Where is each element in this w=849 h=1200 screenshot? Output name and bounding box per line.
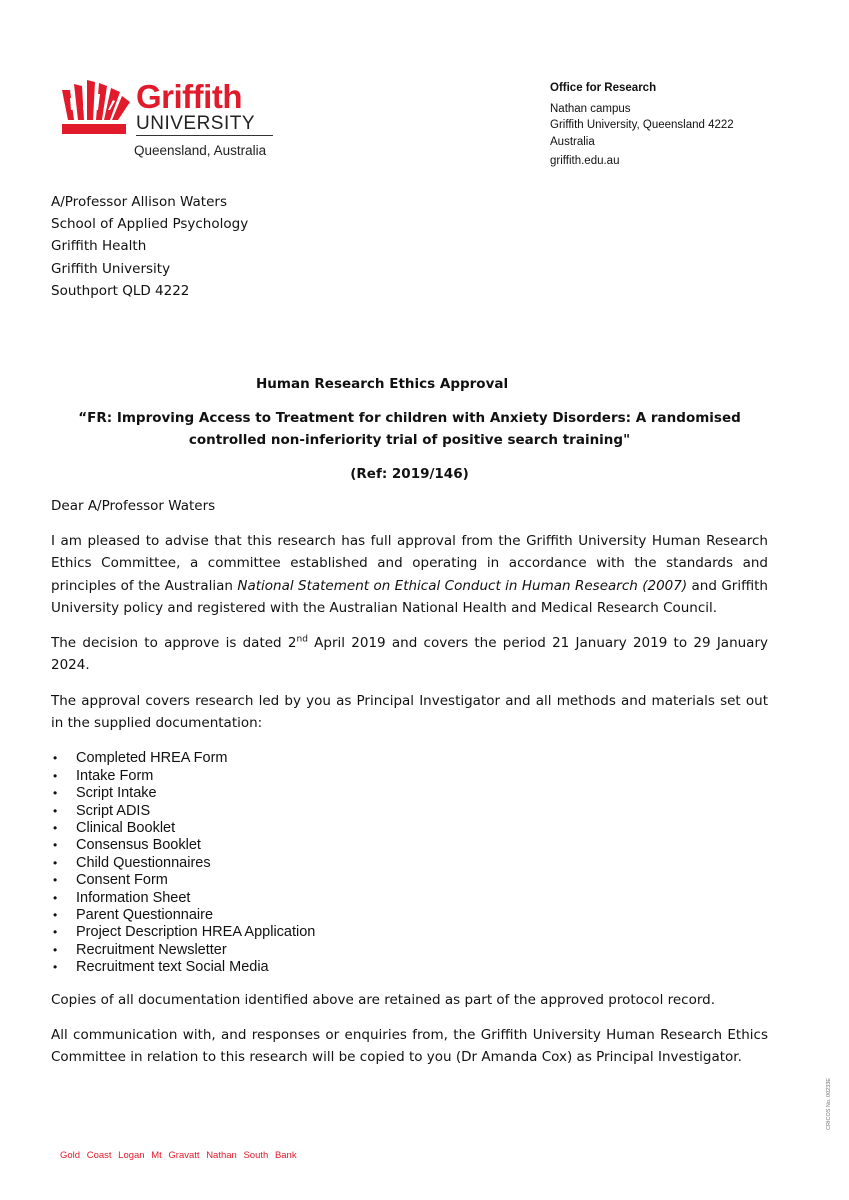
coverage-paragraph: The approval covers research led by you as Principal Investigator and all methods and materials set out in the supplied documentation: [51, 692, 768, 732]
list-item: • Clinical Booklet [51, 820, 768, 837]
communication-paragraph: All communication with, and responses or enquiries from, the Griffith University Human Research Ethics Committee in relation to this research will be copied to you (Dr Amanda Cox) as Principal Investigator. [51, 1026, 768, 1066]
records-paragraph: Copies of all documentation identified above are retained as part of the approved protocol record. [51, 991, 716, 1008]
list-item: • Script Intake [51, 785, 768, 802]
office-university-line: Griffith University, Queensland 4222 [550, 119, 734, 131]
footer-campuses: Gold Coast Logan Mt Gravatt Nathan South Bank [60, 1150, 297, 1161]
address-line-1: A/Professor Allison Waters [51, 194, 227, 210]
office-contact-block [550, 80, 734, 170]
list-item: • Intake Form [51, 768, 768, 785]
approval-paragraph-start: I am pleased to advise that this research has full approval from the Griffith University Human Research Ethics Committee, a committee established and operating in accordance with the standards and principles of the Australian [51, 533, 768, 594]
office-title: Office for Research [550, 82, 657, 94]
letter-body [51, 373, 768, 1082]
logo-location: Queensland, Australia [134, 143, 267, 158]
logo-divider [136, 135, 273, 136]
list-item: • Consent Form [51, 872, 768, 889]
address-line-4: Griffith University [51, 260, 171, 277]
list-item: • Child Questionnaires [51, 855, 768, 872]
list-item: • Completed HREA Form [51, 750, 768, 767]
griffith-flame-emblem-icon [60, 80, 132, 136]
decision-date-end: April 2019 and covers the period 21 January 2019 to 29 January 2024. [51, 635, 768, 674]
logo-university: UNIVERSITY [136, 113, 256, 134]
national-statement-title: National Statement on Ethical Conduct in Human Research (2007) [237, 577, 688, 594]
list-item: • Consensus Booklet [51, 837, 768, 854]
approval-paragraph [51, 530, 768, 619]
project-title: “FR: Improving Access to Treatment for children with Anxiety Disorders: A randomised controlled non-inferiority trial of positive search training" [78, 410, 741, 448]
documentation-list [51, 750, 768, 976]
cricos-number: CRICOS No. 00233E [826, 1078, 832, 1130]
list-item: • Script ADIS [51, 803, 768, 820]
decision-date-start: The decision to approve is dated 2 [51, 635, 297, 652]
list-item: • Parent Questionnaire [51, 907, 768, 924]
office-campus: Nathan campus [550, 102, 631, 115]
office-website-link[interactable]: griffith.edu.au [550, 155, 620, 167]
list-item: • Project Description HREA Application [51, 924, 768, 941]
address-line-3: Griffith Health [51, 238, 147, 255]
decision-date-ordinal: nd [296, 634, 308, 645]
list-item: • Information Sheet [51, 890, 768, 907]
approval-heading: Human Research Ethics Approval [256, 376, 509, 392]
reference-number: (Ref: 2019/146) [350, 466, 469, 482]
address-line-2: School of Applied Psychology [51, 216, 249, 233]
list-item: • Recruitment Newsletter [51, 942, 768, 959]
logo-name: Griffith [136, 78, 242, 115]
griffith-logo [60, 80, 280, 166]
list-item: • Recruitment text Social Media [51, 959, 768, 976]
approval-paragraph-end: and Griffith University policy and registered with the Australian National Health and Medical Research Council. [51, 577, 768, 616]
address-line-5: Southport QLD 4222 [51, 282, 190, 299]
office-country: Australia [550, 135, 595, 148]
salutation: Dear A/Professor Waters [51, 498, 216, 514]
decision-date-paragraph [51, 632, 768, 677]
recipient-address [51, 191, 248, 302]
